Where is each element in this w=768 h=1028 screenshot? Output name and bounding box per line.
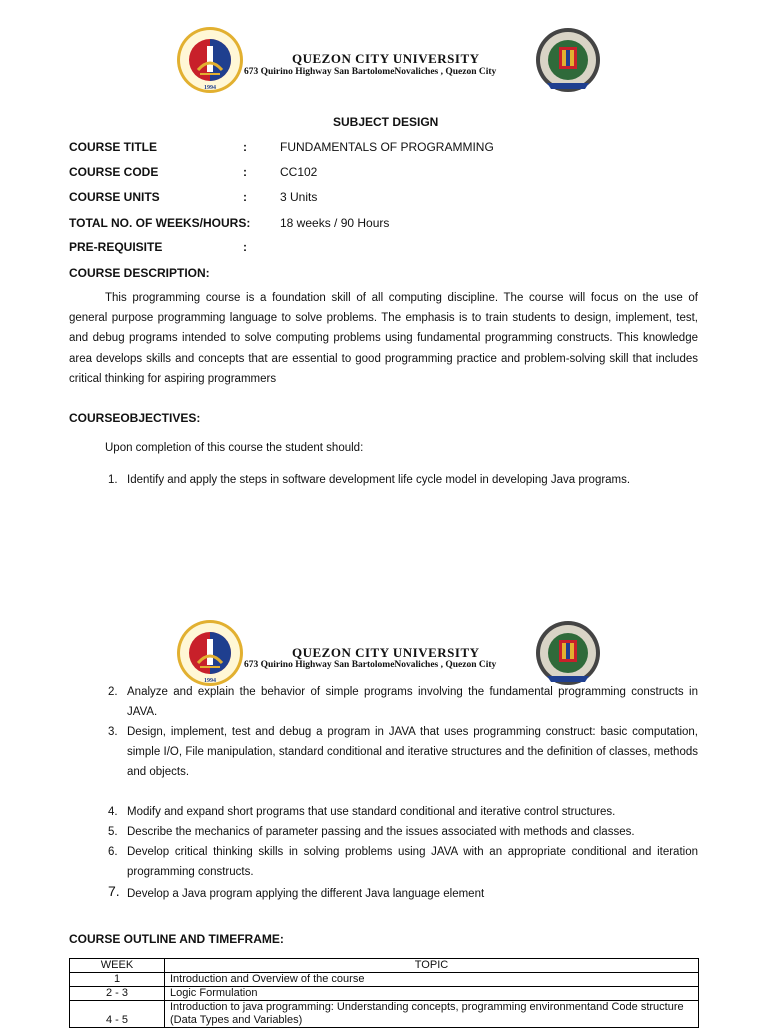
objective-number: 1. (108, 474, 118, 486)
course-code-colon: : (243, 165, 247, 179)
topic-cell: Logic Formulation (165, 987, 699, 1001)
objective-item (108, 722, 698, 782)
pre-requisite-colon: : (243, 240, 247, 254)
objective-item (108, 842, 698, 882)
objective-number: 4. (108, 806, 118, 818)
objective-item (108, 884, 698, 904)
university-seal-logo (176, 619, 244, 687)
description-line: area develops skills and concepts that are essential to good programming practice and problem-solving skill that includes (69, 352, 698, 365)
course-code-label: COURSE CODE (69, 165, 159, 179)
description-line: and debug programs intended to solve computing problems using fundamental programming constructs. This knowledge (69, 332, 698, 345)
table-row (70, 987, 699, 1001)
table-row (70, 973, 699, 987)
objectives-intro: Upon completion of this course the student should: (105, 442, 364, 454)
objective-item (108, 802, 698, 822)
week-cell: 4 - 5 (70, 1001, 165, 1028)
objective-item (108, 822, 698, 842)
objective-item (108, 682, 698, 722)
table-header-row (70, 959, 699, 973)
city-crest-logo (535, 620, 601, 686)
objective-text: Develop critical thinking skills in solving problems using JAVA with an appropriate conditional and iteration programming constructs. (127, 846, 698, 878)
objective-number: 5. (108, 826, 118, 838)
university-seal-logo (176, 26, 244, 94)
course-units-colon: : (243, 190, 247, 204)
topic-cell: Introduction and Overview of the course (165, 973, 699, 987)
description-line: general purpose programming language to solve problems. The emphasis is to train students to design, implement, test, (69, 312, 698, 325)
pre-requisite-label: PRE-REQUISITE (69, 240, 163, 254)
topic-column-header: TOPIC (165, 959, 699, 973)
topic-cell: Introduction to java programming: Understanding concepts, programming environmentand Code structure (Data Types and Variables) (165, 1001, 699, 1028)
course-units-value: 3 Units (280, 190, 318, 204)
document-title: SUBJECT DESIGN (333, 115, 439, 129)
objective-text: Modify and expand short programs that use standard conditional and iterative control structures. (127, 806, 616, 818)
course-code-value: CC102 (280, 165, 318, 179)
objective-text: Identify and apply the steps in software development life cycle model in developing Java programs. (127, 474, 631, 486)
total-weeks-label: TOTAL NO. OF WEEKS/HOURS: (69, 216, 251, 230)
university-name: QUEZON CITY UNIVERSITY (292, 645, 480, 660)
description-line: critical thinking for aspiring programmers (69, 372, 277, 385)
objective-number: 7. (108, 883, 120, 899)
total-weeks-value: 18 weeks / 90 Hours (280, 216, 390, 230)
course-title-colon: : (243, 140, 247, 154)
university-address: 673 Quirino Highway San BartolomeNovaliches , Quezon City (244, 67, 497, 77)
course-outline-table (69, 958, 699, 1028)
svg-text:1994: 1994 (204, 678, 216, 684)
objective-text: Analyze and explain the behavior of simple programs involving the fundamental programming constructs in JAVA. (127, 686, 698, 718)
university-name: QUEZON CITY UNIVERSITY (292, 51, 480, 66)
course-title-value: FUNDAMENTALS OF PROGRAMMING (280, 140, 494, 154)
objective-text: Describe the mechanics of parameter passing and the issues associated with methods and classes. (127, 826, 635, 838)
course-description-heading: COURSE DESCRIPTION: (69, 266, 210, 280)
week-column-header: WEEK (70, 959, 165, 973)
table-row (70, 1001, 699, 1028)
objective-number: 3. (108, 726, 118, 738)
course-outline-heading: COURSE OUTLINE AND TIMEFRAME: (69, 932, 284, 946)
objective-text: Develop a Java program applying the different Java language element (127, 888, 485, 900)
course-title-label: COURSE TITLE (69, 140, 158, 154)
week-cell: 1 (70, 973, 165, 987)
objective-number: 6. (108, 846, 118, 858)
week-cell: 2 - 3 (70, 987, 165, 1001)
university-address: 673 Quirino Highway San BartolomeNovaliches , Quezon City (244, 660, 497, 670)
course-units-label: COURSE UNITS (69, 190, 160, 204)
objective-number: 2. (108, 686, 118, 698)
svg-text:1994: 1994 (204, 85, 216, 91)
description-line: This programming course is a foundation skill of all computing discipline. The course will focus on the use of (105, 292, 698, 304)
objective-item (108, 470, 698, 490)
course-description-paragraph (69, 288, 698, 389)
city-crest-logo (535, 27, 601, 93)
course-objectives-heading: COURSEOBJECTIVES: (69, 411, 201, 425)
objective-text: Design, implement, test and debug a program in JAVA that uses programming construct: basic computation, simple I/O, File manipulation, standard conditional and iterative structures and the definition of classes, methods and objects. (127, 726, 698, 778)
